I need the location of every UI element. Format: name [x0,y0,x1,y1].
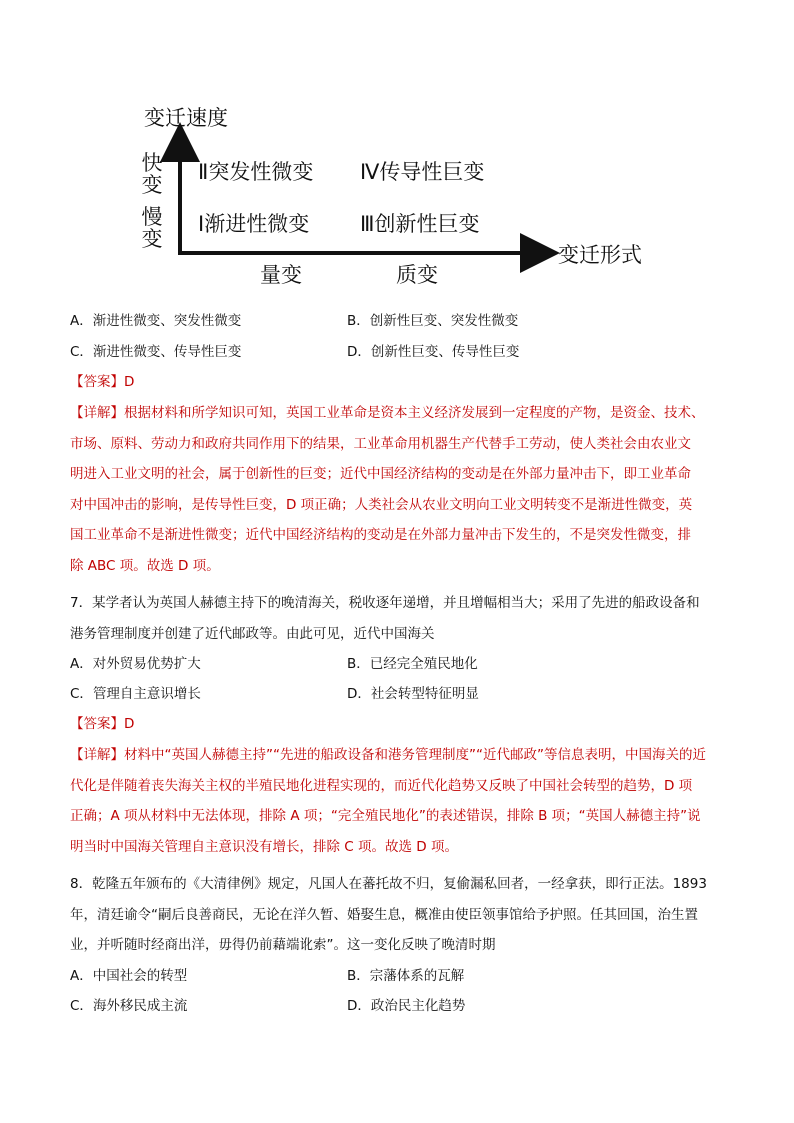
quadrant-1-label: Ⅰ渐进性微变 [198,212,310,236]
q7-option-b: B．已经完全殖民地化 [347,656,478,672]
quadrant-2-label: Ⅱ突发性微变 [198,160,314,184]
answer-value: D [124,716,135,732]
detail-tag: 【详解】 [70,747,124,763]
answer-tag: 【答案】 [70,716,124,732]
change-diagram [120,96,680,296]
q7-option-d: D．社会转型特征明显 [347,686,479,702]
speed-slow-label: 慢 变 [141,205,163,251]
q8-option-a: A．中国社会的转型 [70,968,188,984]
answer-tag: 【答案】 [70,374,124,390]
x-right-label: 质变 [396,263,438,287]
q8-option-c: C．海外移民成主流 [70,998,188,1014]
q6-answer [70,372,730,392]
q7-answer [70,714,730,734]
q6-option-d: D．创新性巨变、传导性巨变 [347,344,520,360]
speed-fast-label: 快 变 [141,151,163,197]
q6-option-c: C．渐进性微变、传导性巨变 [70,344,242,360]
q8-option-b: B．宗藩体系的瓦解 [347,968,465,984]
x-axis-label: 变迁形式 [558,243,642,267]
q7-stem: 7．某学者认为英国人赫德主持下的晚清海关，税收逐年递增，并且增幅相当大；采用了先进的船政设备和 港务管理制度并创建了近代邮政等。由此可见，近代中国海关 [70,595,700,642]
q6-detail: 【详解】根据材料和所学知识可知，英国工业革命是资本主义经济发展到一定程度的产物，是资金、技术、 市场、原料、劳动力和政府共同作用下的结果，工业革命用机器生产代替手工劳动，使人类社会由农业文 明进入工业文明的社会，属于创新性的巨变；近代中国经济结构的变动是在外部力量冲击下，即工业革命 对中国冲击的影响，是传导性巨变，D 项正确；人类社会从农业文明向工业文明转变不是渐进性微变，英 国工业革命不是渐进性微变；近代中国经济结构的变动是在外部力量冲击下发生的，不是突发性微变，排 除 ABC 项。故选 D 项。 [70,405,705,574]
detail-tag: 【详解】 [70,405,124,421]
quadrant-4-label: Ⅳ传导性巨变 [360,160,485,184]
q8-option-d: D．政治民主化趋势 [347,998,466,1014]
q7-option-a: A．对外贸易优势扩大 [70,656,201,672]
x-left-label: 量变 [260,263,302,287]
q7-detail: 【详解】材料中“英国人赫德主持”“先进的船政设备和港务管理制度”“近代邮政”等信息表明，中国海关的近 代化是伴随着丧失海关主权的半殖民地化进程实现的，而近代化趋势又反映了中国社会转型的趋势，D 项 正确；A 项从材料中无法体现，排除 A 项；“完全殖民地化”的表述错误，排除 B 项；“英国人赫德主持”说 明当时中国海关管理自主意识没有增长，排除 C 项。故选 D 项。 [70,747,706,855]
q6-option-b: B．创新性巨变、突发性微变 [347,313,519,329]
q7-option-c: C．管理自主意识增长 [70,686,201,702]
y-axis-label: 变迁速度 [144,106,228,130]
quadrant-3-label: Ⅲ创新性巨变 [360,212,480,236]
q6-option-a: A．渐进性微变、突发性微变 [70,313,242,329]
answer-value: D [124,374,135,390]
q8-stem: 8．乾隆五年颁布的《大清律例》规定，凡国人在蕃托故不归，复偷漏私回者，一经拿获，即行正法。1893 年，清廷谕令“嗣后良善商民，无论在洋久暂、婚娶生息，概准由使臣领事馆给予护照。任其回国，治生置 业，并听随时经商出洋，毋得仍前藉端讹索”。这一变化反映了晚清时期 [70,876,707,954]
